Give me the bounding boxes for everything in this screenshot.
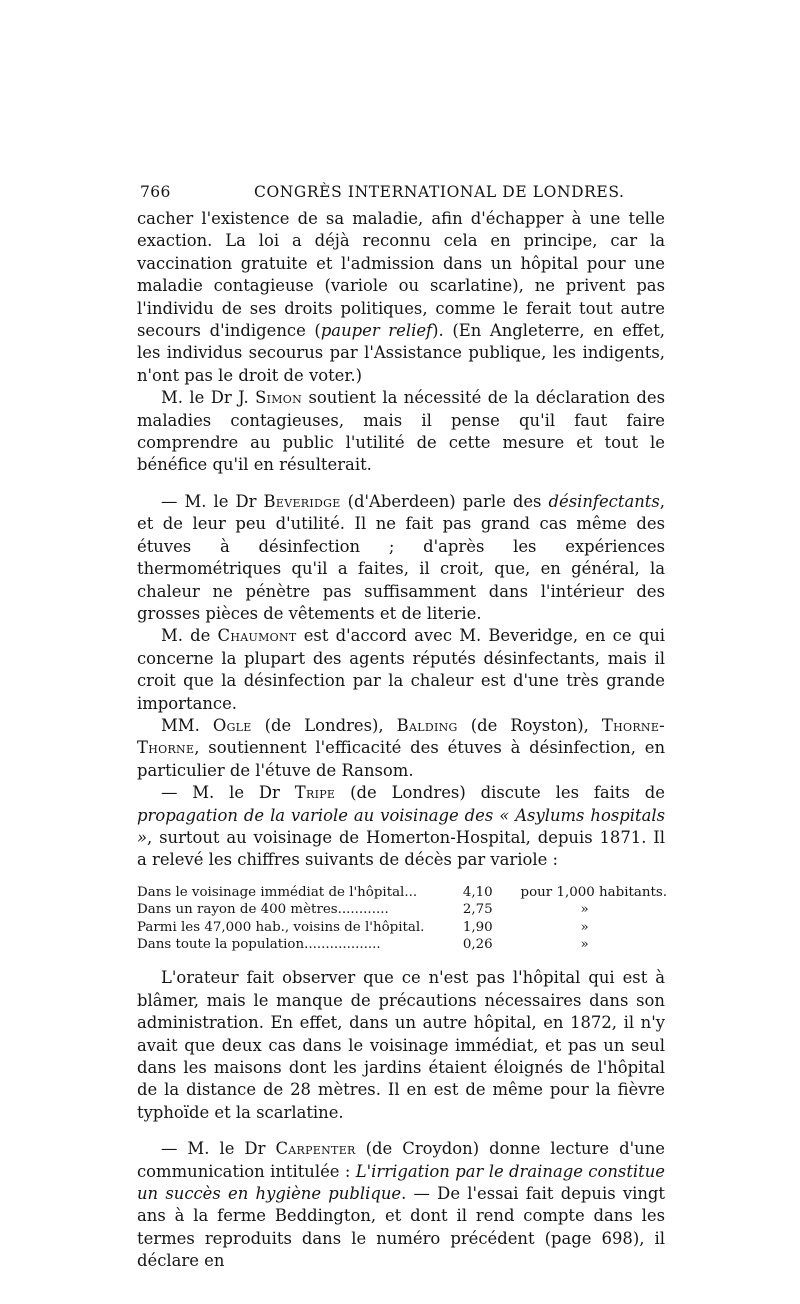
- paragraph-chaumont: M. de Chaumont est d'accord avec M. Beveridge, en ce qui concerne la plupart des agents réputés désinfectants, mais il croit que la désinfection par la chaleur est d'une très grande importance.: [137, 626, 665, 713]
- speaker-name: Balding: [396, 715, 458, 735]
- paragraph-carpenter: — M. le Dr Carpenter (de Croydon) donne lecture d'une communication intitulée : L'irrigation par le drainage constitue un succès en hygiène publique. — De l'essai fait depuis vingt ans à la ferme Beddington, et dont il rend compte dans les termes reproduits dans le numéro précédent (page 698), il déclare en: [137, 1139, 665, 1271]
- paragraph-orateur: L'orateur fait observer que ce n'est pas l'hôpital qui est à blâmer, mais le manque de précautions nécessaires dans son administration. En effet, dans un autre hôpital, en 1872, il n'y avait que deux cas dans le voisinage immédiat, et pas un seul dans les maisons dont les jardins étaient éloignés de l'hôpital de la distance de 28 mètres. Il en est de même pour la fièvre typhoïde et la scarlatine.: [137, 968, 665, 1122]
- speaker-name: Beveridge: [263, 491, 341, 511]
- body-text: [137, 208, 665, 1273]
- paragraph-continuation: cacher l'existence de sa maladie, afin d'échapper à une telle exaction. La loi a déjà reconnu cela en principe, car la vaccination gratuite et l'admission dans un hôpital pour une maladie contagieuse (variole ou scarlatine), ne privent pas l'individu de ses droits politiques, comme le ferait tout autre secours d'indigence (pauper relief). (En Angleterre, en effet, les individus secourus par l'Assistance publique, les indigents, n'ont pas le droit de voter.): [137, 209, 665, 385]
- table-row: Parmi les 47,000 hab., voisins de l'hôpital. 1,90 »: [137, 919, 589, 935]
- page-number: 766: [140, 183, 171, 201]
- running-header: [140, 181, 666, 205]
- smallpox-deaths-table: [137, 884, 667, 954]
- speaker-name: Chaumont: [217, 626, 297, 646]
- paragraph-tripe: — M. le Dr Tripe (de Londres) discute les faits de propagation de la variole au voisinage des « Asylums hospitals », surtout au voisinage de Homerton-Hospital, depuis 1871. Il a relevé les chiffres suivants de décès par variole :: [137, 783, 665, 870]
- paragraph-beveridge: — M. le Dr Beveridge (d'Aberdeen) parle des désinfectants, et de leur peu d'utilité. Il ne fait pas grand cas même des étuves à désinfection ; d'après les expériences thermométriques qu'il a faites, il croit, que, en général, la chaleur ne pénètre pas suffisamment dans l'intérieur des grosses pièces de vêtements et de literie.: [137, 491, 665, 623]
- speaker-name: Thorne-Thorne: [137, 715, 665, 758]
- speaker-name: Ogle: [212, 715, 252, 735]
- table-row: Dans un rayon de 400 mètres............ 2,75 »: [137, 902, 589, 918]
- paragraph-simon: M. le Dr J. Simon soutient la nécessité de la déclaration des maladies contagieuses, mais il pense qu'il faut faire comprendre au public l'utilité de cette mesure et tout le bénéfice qu'il en résulterait.: [137, 388, 665, 475]
- running-title: CONGRÈS INTERNATIONAL DE LONDRES.: [254, 183, 625, 201]
- speaker-name: Simon: [255, 388, 303, 408]
- paragraph-ogle-balding-thorne: MM. Ogle (de Londres), Balding (de Royston), Thorne-Thorne, soutiennent l'efficacité des étuves à désinfection, en particulier de l'étuve de Ransom.: [137, 715, 665, 780]
- table-row: Dans toute la population.................. 0,26 »: [137, 937, 589, 952]
- table-row: Dans le voisinage immédiat de l'hôpital... 4,10 pour 1,000 habitants.: [137, 884, 667, 900]
- speaker-name: Carpenter: [275, 1139, 356, 1159]
- speaker-name: Tripe: [294, 783, 336, 803]
